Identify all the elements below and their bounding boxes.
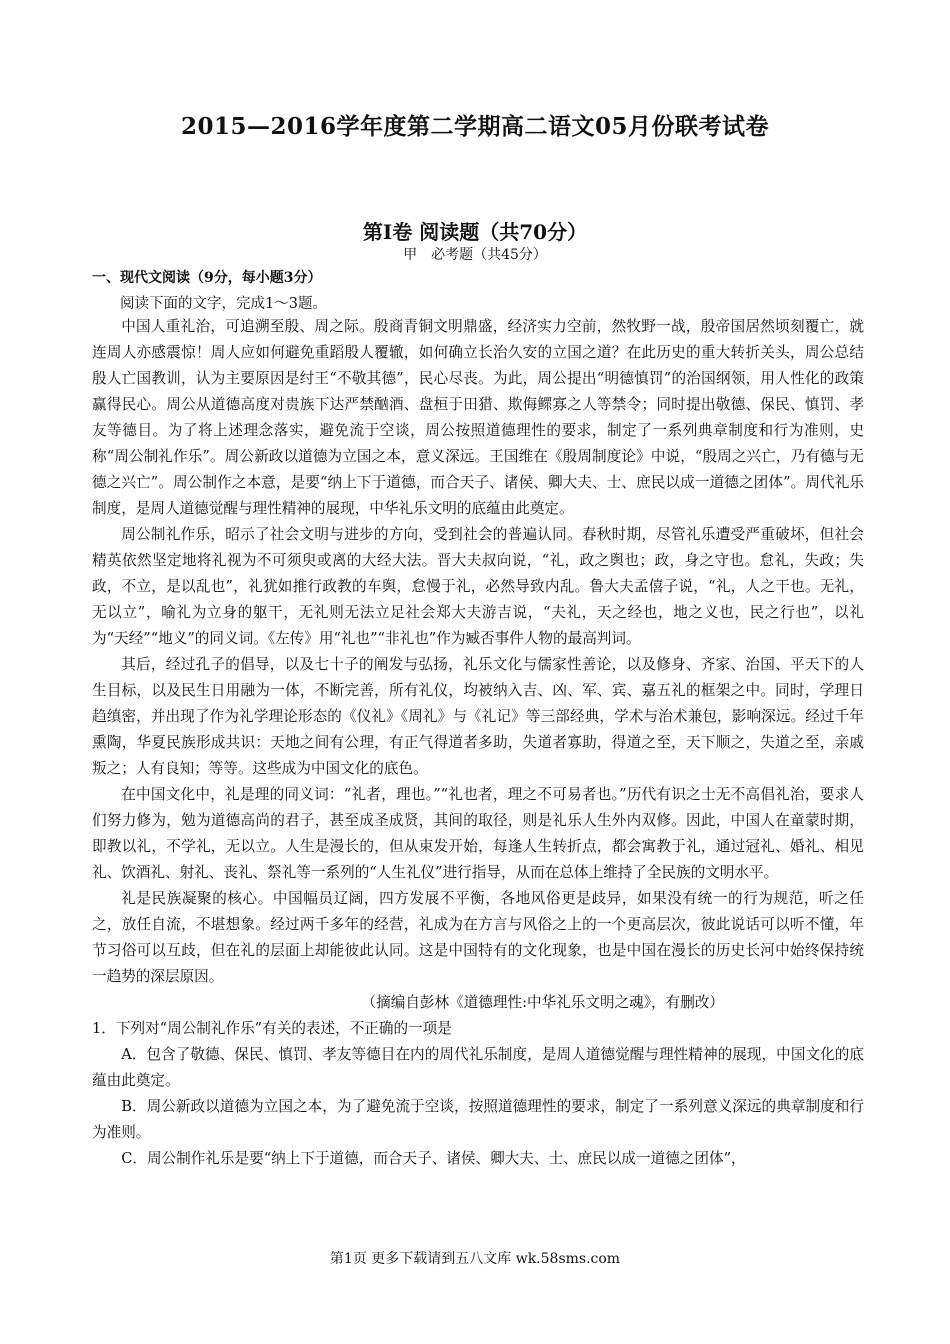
- question-option-c: C．周公制作礼乐是要“纳上下于道德，而合天子、诸侯、卿大夫、士、庶民以成一道德之团体”，: [121, 1150, 746, 1167]
- passage-paragraph: 礼是民族凝聚的核心。中国幅员辽阔，四方发展不平衡，各地风俗更是歧异，如果没有统一的行为规范，听之任之，放任自流，不堪想象。经过两千多年的经营，礼成为在方言与风俗之上的一个更高层次，彼此说话可以听不懂，年节习俗可以互歧，但在礼的层面上却能彼此认同。这是中国特有的文化现象，也是中国在漫长的历史长河中始终保持统一趋势的深层原因。: [92, 890, 864, 985]
- reading-instruction: 阅读下面的文字，完成1～3题。: [120, 296, 327, 312]
- question-option-b: B．周公新政以道德为立国之本，为了避免流于空谈，按照道德理性的要求，制定了一系列意义深远的典章制度和行为准则。: [92, 1098, 864, 1141]
- volume-subtitle: 甲 必考题（共45分）: [403, 247, 547, 263]
- question-option-a: A．包含了敬德、保民、慎罚、孝友等德目在内的周代礼乐制度，是周人道德觉醒与理性精神的展现，中国文化的底蕴由此奠定。: [92, 1046, 864, 1089]
- passage-paragraph: 其后，经过孔子的倡导，以及七十子的阐发与弘扬，礼乐文化与儒家性善论，以及修身、齐家、治国、平天下的人生目标，以及民生日用融为一体，不断完善，所有礼仪，均被纳入吉、凶、军、宾、嘉五礼的框架之中。同时，学理日趋缜密，并出现了作为礼学理论形态的《仪礼》《周礼》与《礼记》等三部经典，学术与治术兼包，影响深远。经过千年熏陶，华夏民族形成共识：天地之间有公理，有正气得道者多助，失道者寡助，得道之至，天下顺之，失道之至，亲戚叛之；人有良知；等等。这些成为中国文化的底色。: [92, 656, 864, 777]
- question-stem: 1．下列对“周公制礼作乐”有关的表述，不正确的一项是: [92, 1020, 452, 1037]
- passage-paragraph: 在中国文化中，礼是理的同义词：“礼者，理也。”“礼也者，理之不可易者也。”历代有识之士无不高倡礼治，要求人们努力修为，勉为道德高尚的君子，甚至成圣成贤，其间的取径，则是礼乐人生外内双修。因此，中国人在童蒙时期，即教以礼，不学礼，无以立。人生是漫长的，但从束发开始，每逢人生转折点，都会寓教于礼，通过冠礼、婚礼、相见礼、饮酒礼、射礼、丧礼、祭礼等一系列的“人生礼仪”进行指导，从而在总体上维持了全民族的文明水平。: [92, 786, 864, 881]
- passage-paragraph: 周公制礼作乐，昭示了社会文明与进步的方向，受到社会的普遍认同。春秋时期，尽管礼乐遭受严重破坏，但社会精英依然坚定地将礼视为不可须臾或离的大经大法。晋大夫叔向说，“礼，政之舆也；政，身之守也。怠礼，失政；失政，不立，是以乱也”，礼犹如推行政教的车舆，怠慢于礼，必然导致内乱。鲁大夫孟僖子说，“礼，人之干也。无礼，无以立”，喻礼为立身的躯干，无礼则无法立足社会郑大夫游吉说，“夫礼，天之经也，地之义也，民之行也”，以礼为“天经”“地义”的同义词。《左传》用“礼也”“非礼也”作为臧否事件人物的最高判词。: [92, 526, 864, 647]
- volume-title: 第Ⅰ卷 阅读题（共70分）: [362, 220, 588, 244]
- reading-passage: [92, 314, 864, 1172]
- passage-source: （摘编自彭林《道德理性:中华礼乐文明之魂》，有删改）: [361, 994, 724, 1011]
- passage-paragraph: 中国人重礼治，可追溯至殷、周之际。殷商青铜文明鼎盛，经济实力空前，然牧野一战，殷帝国居然顷刻覆亡，就连周人亦感震惊！周人应如何避免重蹈殷人覆辙，如何确立长治久安的立国之道？在此历史的重大转折关头，周公总结殷人亡国教训，认为主要原因是纣王“不敬其德”，民心尽丧。为此，周公提出“明德慎罚”的治国纲领，用人性化的政策赢得民心。周公从道德高度对贵族下达严禁酗酒、盘桓于田猎、欺侮鳏寡之人等禁令；同时提出敬德、保民、慎罚、孝友等德目。为了将上述理念落实，避免流于空谈，周公按照道德理性的要求，制定了一系列典章制度和行为准则，史称“周公制礼作乐”。周公新政以道德为立国之本，意义深远。王国维在《殷周制度论》中说，“殷周之兴亡，乃有德与无德之兴亡”。周公制作之本意，是要“纳上下于道德，而合天子、诸侯、卿大夫、士、庶民以成一道德之团体”。周代礼乐制度，是周人道德觉醒与理性精神的展现，中华礼乐文明的底蕴由此奠定。: [92, 318, 864, 517]
- section-heading: 一、现代文阅读（9分，每小题3分）: [92, 270, 322, 286]
- exam-title: 2015—2016学年度第二学期高二语文05月份联考试卷: [180, 113, 770, 140]
- page-footer: 第1页 更多下载请到五八文库 wk.58sms.com: [329, 1251, 621, 1267]
